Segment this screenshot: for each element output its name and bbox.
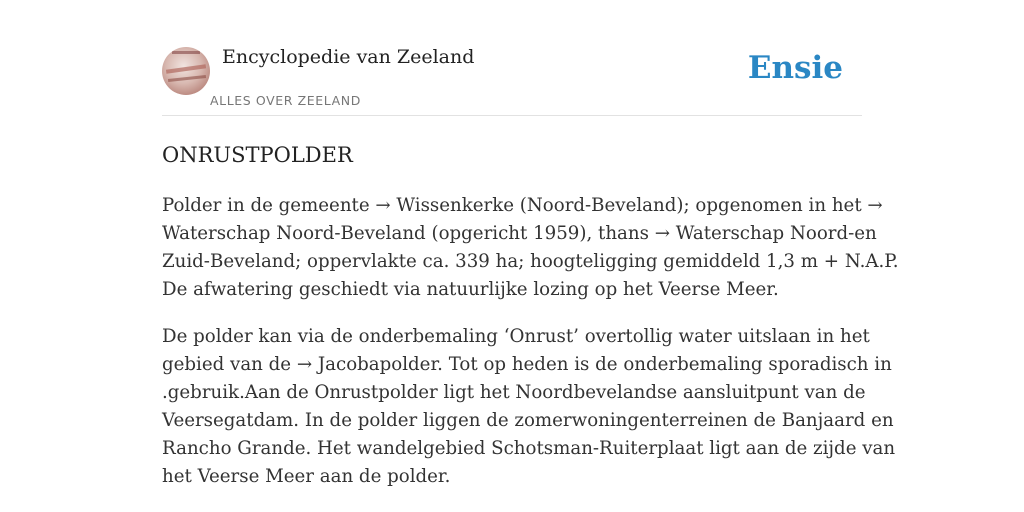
paragraph-line: het Veerse Meer aan de polder. — [162, 466, 451, 487]
avatar-detail — [166, 64, 206, 74]
article-title: ONRUSTPOLDER — [162, 143, 353, 167]
site-header — [162, 40, 862, 116]
paragraph-line: gebied van de → Jacobapolder. Tot op heden is de onderbemaling sporadisch in — [162, 354, 892, 375]
article — [162, 140, 899, 491]
paragraph-line: Polder in de gemeente → Wissenkerke (Noord-Beveland); opgenomen in het → — [162, 195, 883, 216]
avatar-detail — [172, 51, 200, 54]
paragraph-line: .gebruik.Aan de Onrustpolder ligt het Noordbevelandse aansluitpunt van de — [162, 382, 866, 403]
paragraph-line: Zuid-Beveland; oppervlakte ca. 339 ha; hoogteligging gemiddeld 1,3 m + N.A.P. — [162, 251, 899, 272]
paragraph-line: De afwatering geschiedt via natuurlijke lozing op het Veerse Meer. — [162, 279, 779, 300]
article-paragraph-1 — [162, 192, 899, 304]
paragraph-line: Veersegatdam. In de polder liggen de zomerwoningenterreinen de Banjaard en — [162, 410, 894, 431]
encyclopedia-avatar[interactable] — [162, 47, 210, 95]
paragraph-line: De polder kan via de onderbemaling ‘Onrust’ overtollig water uitslaan in het — [162, 326, 870, 347]
site-title-link[interactable]: Encyclopedie van Zeeland — [222, 46, 475, 68]
paragraph-line: Waterschap Noord-Beveland (opgericht 1959), thans → Waterschap Noord-en — [162, 223, 877, 244]
paragraph-line: Rancho Grande. Het wandelgebied Schotsman-Ruiterplaat ligt aan de zijde van — [162, 438, 896, 459]
avatar-detail — [168, 75, 206, 82]
ensie-logo-link[interactable]: Ensie — [747, 50, 843, 86]
site-subtitle: ALLES OVER ZEELAND — [210, 93, 361, 108]
article-paragraph-2 — [162, 323, 896, 491]
